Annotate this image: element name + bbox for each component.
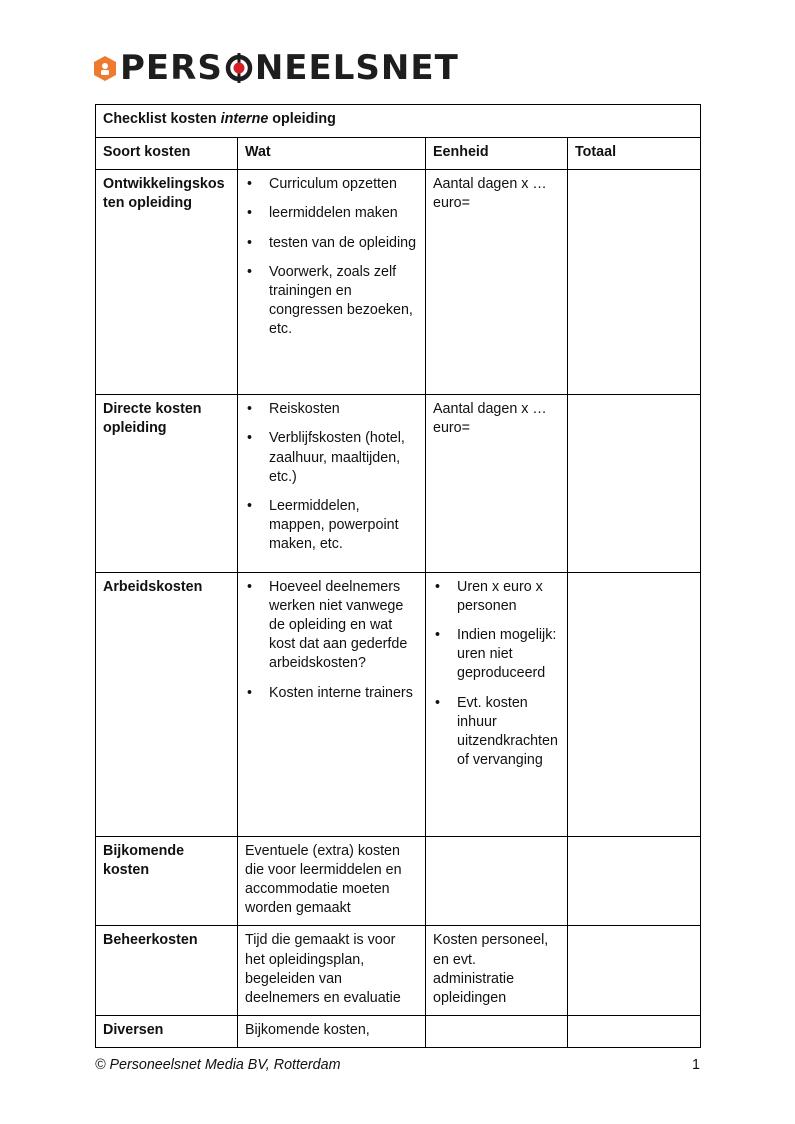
row-wat — [238, 572, 426, 836]
table-row — [96, 395, 701, 572]
row-eenheid: Aantal dagen x … euro= — [426, 170, 568, 395]
row-type: Directe kosten opleiding — [96, 395, 238, 572]
logo-wordmark: P ERS NEELSNET — [120, 48, 459, 88]
row-wat: Eventuele (extra) kosten die voor leermiddelen en accommodatie moeten worden gemaakt — [238, 836, 426, 926]
table-row — [96, 572, 701, 836]
list-item: • Kosten interne trainers — [245, 684, 418, 703]
header-soort-kosten: Soort kosten — [96, 138, 238, 170]
list-item: • Uren x euro x personen — [433, 578, 560, 616]
logo-target-icon — [224, 53, 254, 83]
row-type: Diversen — [96, 1016, 238, 1048]
list-item: • Evt. kosten inhuur uitzendkrachten of vervanging — [433, 694, 560, 771]
footer-copyright: © Personeelsnet Media BV, Rotterdam — [95, 1057, 341, 1073]
table-row — [96, 836, 701, 926]
list-item: • testen van de opleiding — [245, 234, 418, 253]
list-item: • Hoeveel deelnemers werken niet vanwege de opleiding en wat kost dat aan gederfde arbeidskosten? — [245, 578, 418, 674]
table-row — [96, 926, 701, 1016]
row-type: Ontwikkelingskos ten opleiding — [96, 170, 238, 395]
row-totaal — [568, 836, 701, 926]
row-type: Bijkomende kosten — [96, 836, 238, 926]
header-eenheid: Eenheid — [426, 138, 568, 170]
row-eenheid: Aantal dagen x … euro= — [426, 395, 568, 572]
table-header-row — [96, 138, 701, 170]
row-eenheid — [426, 1016, 568, 1048]
header-wat: Wat — [238, 138, 426, 170]
row-wat: Bijkomende kosten, — [238, 1016, 426, 1048]
row-wat: Tijd die gemaakt is voor het opleidingsplan, begeleiden van deelnemers en evaluatie — [238, 926, 426, 1016]
row-eenheid: Kosten personeel, en evt. administratie opleidingen — [426, 926, 568, 1016]
header-totaal: Totaal — [568, 138, 701, 170]
logo-hexagon-icon — [94, 56, 116, 81]
personeelsnet-logo — [94, 49, 459, 87]
table-row — [96, 170, 701, 395]
row-type: Beheerkosten — [96, 926, 238, 1016]
list-item: • Indien mogelijk: uren niet geproduceerd — [433, 626, 560, 684]
row-wat — [238, 395, 426, 572]
row-totaal — [568, 170, 701, 395]
list-item: • Leermiddelen, mappen, powerpoint maken, etc. — [245, 497, 418, 555]
row-eenheid — [426, 836, 568, 926]
row-totaal — [568, 926, 701, 1016]
row-totaal — [568, 1016, 701, 1048]
list-item: • Voorwerk, zoals zelf trainingen en congressen bezoeken, etc. — [245, 263, 418, 340]
row-eenheid — [426, 572, 568, 836]
list-item: • Verblijfskosten (hotel, zaalhuur, maaltijden, etc.) — [245, 429, 418, 487]
page-number: 1 — [692, 1057, 700, 1073]
table-title-row — [96, 105, 701, 138]
list-item: • leermiddelen maken — [245, 204, 418, 223]
list-item: • Reiskosten — [245, 400, 418, 419]
row-totaal — [568, 572, 701, 836]
table-title: Checklist kosten interne opleiding — [96, 105, 701, 138]
row-wat — [238, 170, 426, 395]
table-row — [96, 1016, 701, 1048]
list-item: • Curriculum opzetten — [245, 175, 418, 194]
row-totaal — [568, 395, 701, 572]
row-type: Arbeidskosten — [96, 572, 238, 836]
cost-checklist-table — [95, 104, 701, 1048]
